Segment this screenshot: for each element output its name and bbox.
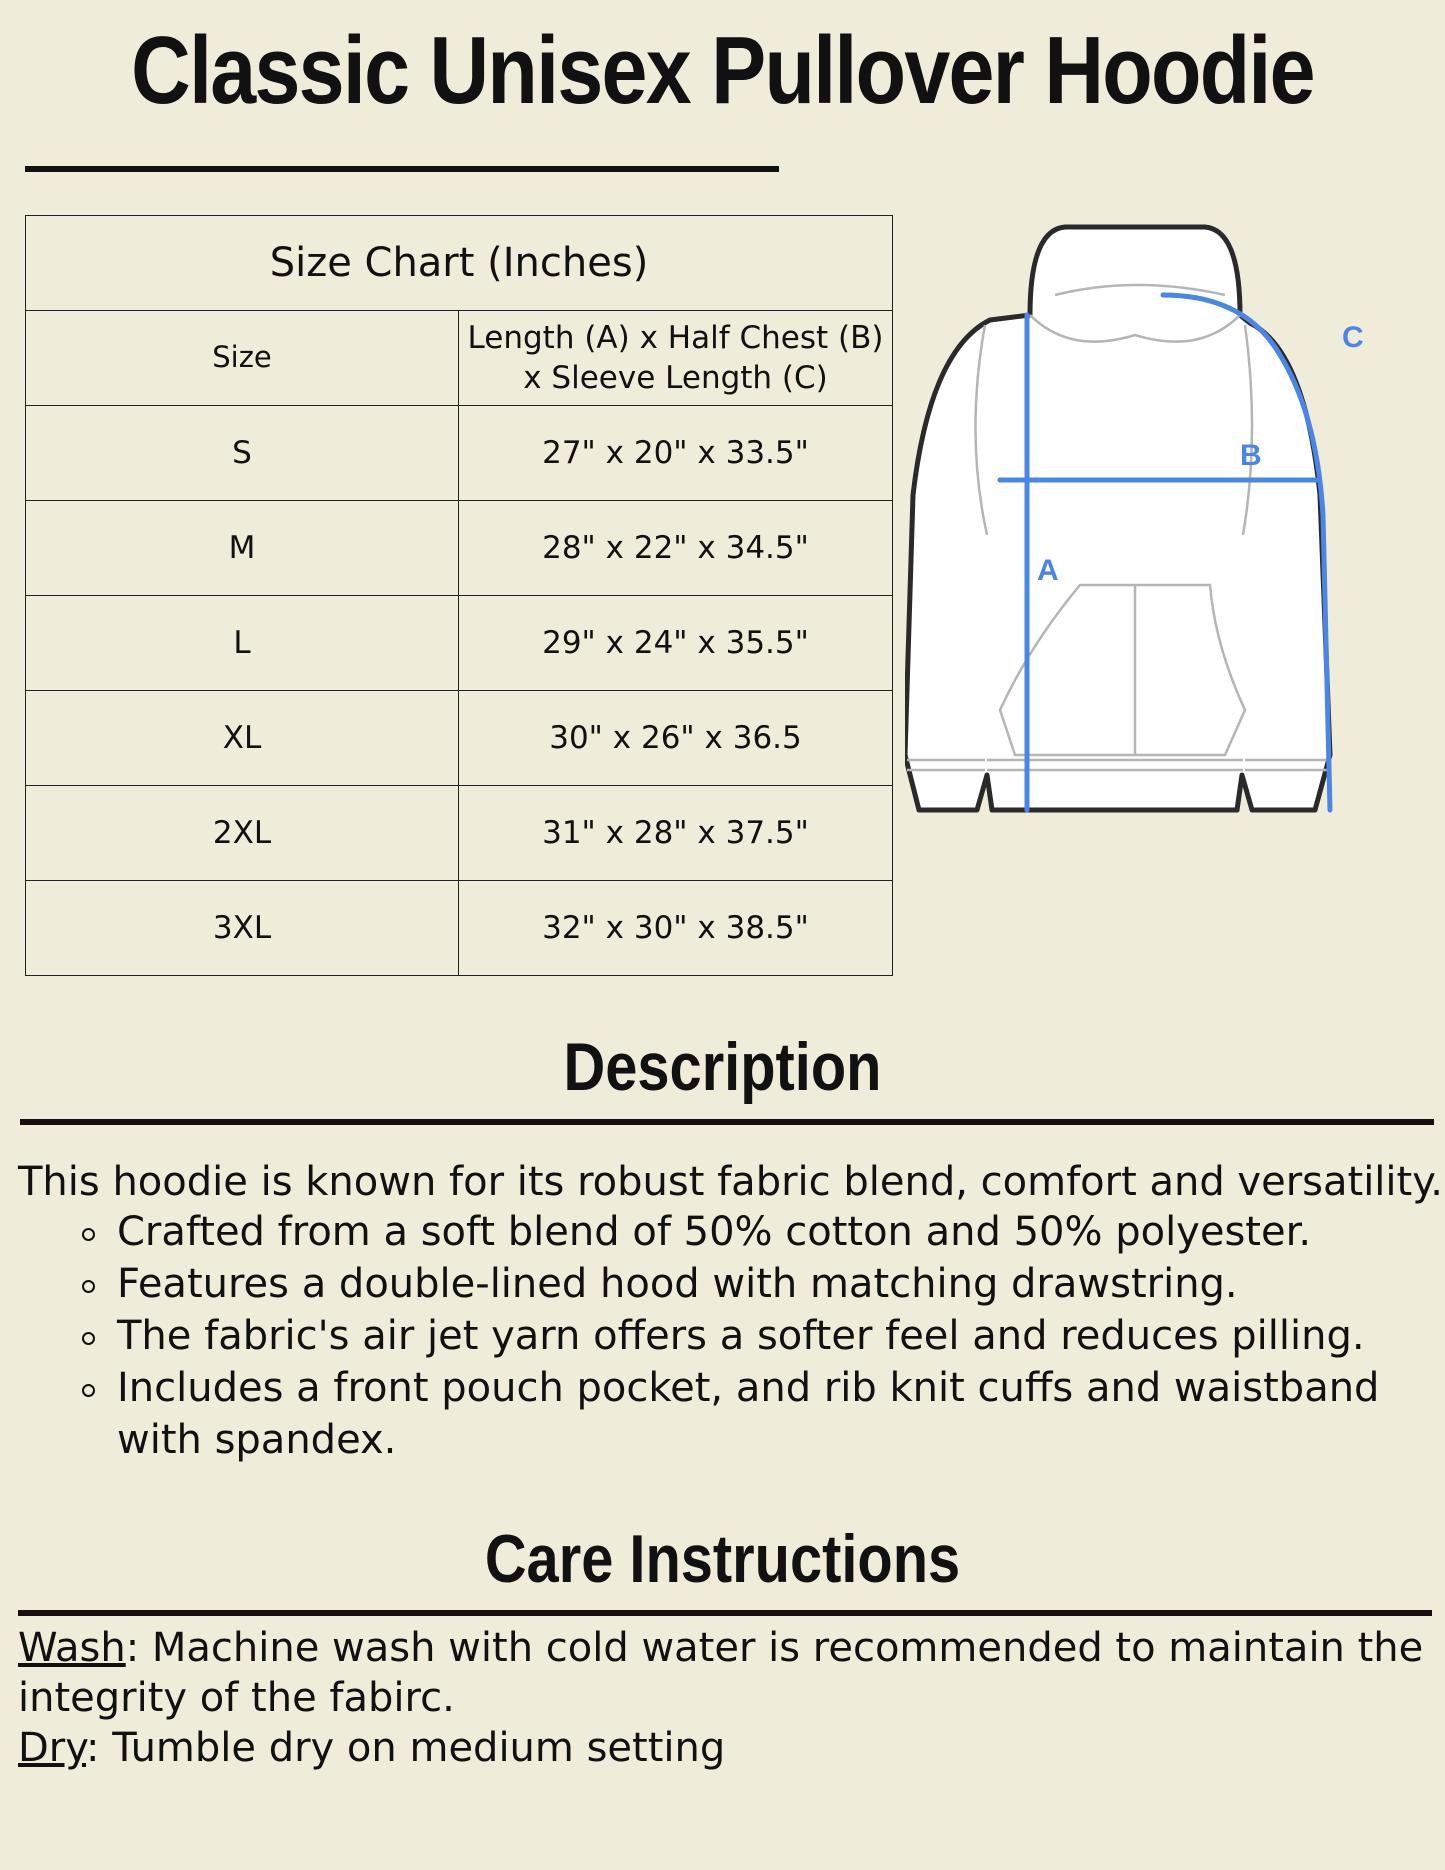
- description-bullets: [70, 1206, 1390, 1466]
- care-instructions: [18, 1623, 1438, 1773]
- size-cell: 3XL: [26, 881, 459, 976]
- measurement-column-header: [459, 311, 893, 406]
- table-row: [26, 691, 893, 786]
- table-row: [26, 596, 893, 691]
- wash-label: Wash: [18, 1625, 126, 1671]
- label-c: C: [1342, 321, 1364, 354]
- list-item: Crafted from a soft blend of 50% cotton and 50% polyester.: [70, 1206, 1390, 1258]
- dry-label: Dry: [18, 1725, 87, 1771]
- measurement-cell: 28" x 22" x 34.5": [459, 501, 893, 596]
- size-chart-table: [25, 215, 893, 976]
- label-a: A: [1037, 554, 1059, 587]
- description-heading: Description: [563, 1029, 882, 1105]
- table-row: [26, 406, 893, 501]
- description-divider: [20, 1119, 1434, 1125]
- measurement-header-line2: x Sleeve Length (C): [523, 360, 828, 396]
- size-cell: L: [26, 596, 459, 691]
- dry-instruction: [18, 1723, 1438, 1773]
- wash-text: : Machine wash with cold water is recommended to maintain the integrity of the fabirc.: [18, 1625, 1424, 1721]
- table-row: [26, 881, 893, 976]
- size-cell: M: [26, 501, 459, 596]
- table-row: [26, 786, 893, 881]
- size-cell: 2XL: [26, 786, 459, 881]
- measurement-cell: 32" x 30" x 38.5": [459, 881, 893, 976]
- measurement-cell: 27" x 20" x 33.5": [459, 406, 893, 501]
- page-title: Classic Unisex Pullover Hoodie: [131, 17, 1314, 124]
- measurement-cell: 30" x 26" x 36.5: [459, 691, 893, 786]
- hoodie-outline: [905, 227, 1330, 810]
- list-item: Features a double-lined hood with matching drawstring.: [70, 1258, 1390, 1310]
- size-chart-header-row: [26, 311, 893, 406]
- size-chart-caption-row: [26, 216, 893, 311]
- measurement-cell: 29" x 24" x 35.5": [459, 596, 893, 691]
- measurement-cell: 31" x 28" x 37.5": [459, 786, 893, 881]
- title-divider: [25, 166, 779, 172]
- measurement-header-line1: Length (A) x Half Chest (B): [467, 319, 884, 356]
- wash-instruction: [18, 1623, 1438, 1723]
- list-item: Includes a front pouch pocket, and rib knit cuffs and waistband with spandex.: [70, 1362, 1390, 1466]
- label-b: B: [1240, 439, 1262, 472]
- size-column-header: Size: [26, 311, 459, 406]
- hoodie-diagram: [905, 215, 1425, 815]
- dry-text: : Tumble dry on medium setting: [86, 1725, 726, 1771]
- care-heading: Care Instructions: [484, 1521, 961, 1597]
- size-cell: S: [26, 406, 459, 501]
- description-intro: This hoodie is known for its robust fabric blend, comfort and versatility.: [18, 1159, 1443, 1205]
- list-item: The fabric's air jet yarn offers a softer feel and reduces pilling.: [70, 1310, 1390, 1362]
- size-cell: XL: [26, 691, 459, 786]
- table-row: [26, 501, 893, 596]
- size-chart-caption: Size Chart (Inches): [26, 216, 893, 311]
- care-divider: [18, 1610, 1432, 1616]
